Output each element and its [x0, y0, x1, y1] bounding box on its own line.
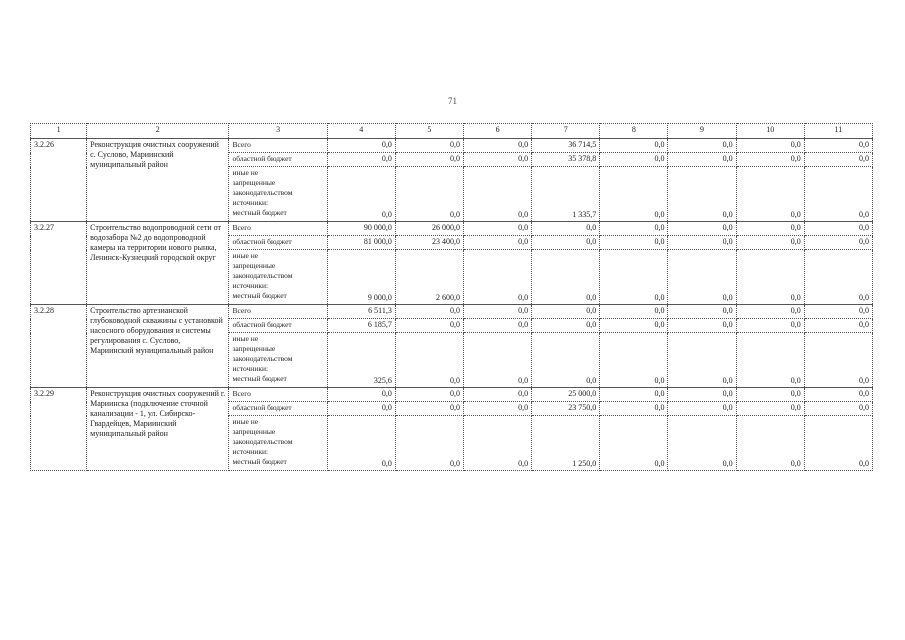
value-cell: 0,0 — [736, 416, 804, 471]
column-header: 10 — [736, 124, 804, 139]
value-cell: 0,0 — [600, 139, 668, 153]
value-cell: 0,0 — [600, 250, 668, 305]
funding-source-line: запрещенные — [232, 178, 276, 187]
value-cell: 0,0 — [395, 139, 463, 153]
column-header: 2 — [87, 124, 229, 139]
value-cell: 0,0 — [395, 333, 463, 388]
value-cell: 0,0 — [395, 388, 463, 402]
funding-source-line: иные не — [232, 334, 259, 343]
row-code: 3.2.29 — [31, 388, 87, 471]
value-cell: 0,0 — [804, 236, 872, 250]
value-cell: 0,0 — [463, 402, 531, 416]
value-cell: 0,0 — [804, 416, 872, 471]
value-cell: 0,0 — [736, 333, 804, 388]
value-cell: 36 714,5 — [532, 139, 600, 153]
funding-source-line: законодательством — [232, 188, 293, 197]
value-cell: 0,0 — [463, 236, 531, 250]
value-cell: 0,0 — [804, 250, 872, 305]
funding-source — [229, 333, 327, 388]
value-cell: 0,0 — [600, 333, 668, 388]
value-cell: 0,0 — [600, 305, 668, 319]
funding-source: Всего — [229, 139, 327, 153]
column-number-row — [31, 124, 873, 139]
value-cell: 23 400,0 — [395, 236, 463, 250]
value-cell: 0,0 — [463, 319, 531, 333]
funding-source: Всего — [229, 388, 327, 402]
value-cell: 26 000,0 — [395, 222, 463, 236]
value-cell: 0,0 — [600, 388, 668, 402]
funding-source-line: законодательством — [232, 271, 293, 280]
value-cell: 0,0 — [327, 139, 395, 153]
value-cell: 0,0 — [395, 416, 463, 471]
value-cell: 0,0 — [395, 167, 463, 222]
value-cell: 0,0 — [463, 416, 531, 471]
funding-source — [229, 167, 327, 222]
column-header: 9 — [668, 124, 736, 139]
funding-source: Всего — [229, 222, 327, 236]
funding-source: областной бюджет — [229, 402, 327, 416]
value-cell: 0,0 — [327, 167, 395, 222]
column-header: 8 — [600, 124, 668, 139]
value-cell: 25 000,0 — [532, 388, 600, 402]
funding-source: областной бюджет — [229, 319, 327, 333]
value-cell: 0,0 — [463, 222, 531, 236]
table-row — [31, 305, 873, 319]
value-cell: 2 600,0 — [395, 250, 463, 305]
value-cell: 35 378,8 — [532, 153, 600, 167]
funding-source-line: иные не — [232, 168, 259, 177]
value-cell: 0,0 — [668, 416, 736, 471]
value-cell: 0,0 — [668, 388, 736, 402]
value-cell: 0,0 — [395, 153, 463, 167]
funding-source-line: источники: — [232, 447, 269, 456]
funding-source: областной бюджет — [229, 236, 327, 250]
funding-source — [229, 250, 327, 305]
value-cell: 0,0 — [668, 167, 736, 222]
value-cell: 0,0 — [532, 236, 600, 250]
value-cell: 0,0 — [668, 402, 736, 416]
value-cell: 0,0 — [600, 416, 668, 471]
column-header: 7 — [532, 124, 600, 139]
value-cell: 0,0 — [668, 139, 736, 153]
row-name: Реконструкция очистных сооружений г. Мариинска (подключение сточной канализации - 1, ул. Сибирско-Гвардейцев, Мариинский муниципальный район — [87, 388, 229, 471]
value-cell: 0,0 — [463, 250, 531, 305]
value-cell: 0,0 — [736, 250, 804, 305]
value-cell: 0,0 — [600, 402, 668, 416]
value-cell: 23 750,0 — [532, 402, 600, 416]
value-cell: 0,0 — [463, 305, 531, 319]
table-row — [31, 222, 873, 236]
value-cell: 0,0 — [532, 305, 600, 319]
value-cell: 0,0 — [804, 153, 872, 167]
value-cell: 0,0 — [463, 153, 531, 167]
row-code: 3.2.26 — [31, 139, 87, 222]
value-cell: 0,0 — [804, 402, 872, 416]
value-cell: 0,0 — [463, 333, 531, 388]
value-cell: 0,0 — [736, 388, 804, 402]
row-code: 3.2.27 — [31, 222, 87, 305]
funding-source-line: запрещенные — [232, 261, 276, 270]
value-cell: 0,0 — [804, 222, 872, 236]
value-cell: 0,0 — [668, 319, 736, 333]
table-row — [31, 139, 873, 153]
value-cell: 0,0 — [668, 153, 736, 167]
value-cell: 0,0 — [600, 153, 668, 167]
column-header: 5 — [395, 124, 463, 139]
column-header: 11 — [804, 124, 872, 139]
value-cell: 0,0 — [736, 167, 804, 222]
value-cell: 0,0 — [327, 416, 395, 471]
value-cell: 0,0 — [600, 236, 668, 250]
value-cell: 0,0 — [804, 319, 872, 333]
value-cell: 90 000,0 — [327, 222, 395, 236]
funding-source-line: местный бюджет — [232, 291, 287, 300]
value-cell: 6 511,3 — [327, 305, 395, 319]
funding-source-line: местный бюджет — [232, 374, 287, 383]
value-cell: 0,0 — [463, 139, 531, 153]
funding-source-line: запрещенные — [232, 427, 276, 436]
funding-source: Всего — [229, 305, 327, 319]
value-cell: 0,0 — [600, 222, 668, 236]
value-cell: 0,0 — [804, 305, 872, 319]
value-cell: 0,0 — [668, 250, 736, 305]
value-cell: 0,0 — [736, 139, 804, 153]
funding-source-line: источники: — [232, 281, 269, 290]
value-cell: 0,0 — [804, 167, 872, 222]
value-cell: 9 000,0 — [327, 250, 395, 305]
value-cell: 0,0 — [463, 167, 531, 222]
value-cell: 81 000,0 — [327, 236, 395, 250]
value-cell: 0,0 — [668, 222, 736, 236]
value-cell: 0,0 — [736, 305, 804, 319]
value-cell: 0,0 — [532, 319, 600, 333]
funding-source-line: местный бюджет — [232, 208, 287, 217]
value-cell: 0,0 — [736, 236, 804, 250]
value-cell: 0,0 — [395, 319, 463, 333]
value-cell: 0,0 — [736, 222, 804, 236]
value-cell: 0,0 — [736, 402, 804, 416]
value-cell: 0,0 — [395, 305, 463, 319]
budget-table — [30, 123, 873, 471]
value-cell: 0,0 — [463, 388, 531, 402]
value-cell: 0,0 — [532, 333, 600, 388]
value-cell: 0,0 — [327, 153, 395, 167]
value-cell: 0,0 — [736, 153, 804, 167]
value-cell: 0,0 — [327, 388, 395, 402]
value-cell: 0,0 — [600, 167, 668, 222]
table-row — [31, 388, 873, 402]
value-cell: 0,0 — [668, 236, 736, 250]
value-cell: 0,0 — [395, 402, 463, 416]
funding-source: областной бюджет — [229, 153, 327, 167]
funding-source-line: запрещенные — [232, 344, 276, 353]
value-cell: 0,0 — [804, 388, 872, 402]
value-cell: 6 185,7 — [327, 319, 395, 333]
value-cell: 0,0 — [600, 319, 668, 333]
value-cell: 0,0 — [736, 319, 804, 333]
value-cell: 0,0 — [532, 222, 600, 236]
funding-source-line: иные не — [232, 251, 259, 260]
value-cell: 0,0 — [668, 333, 736, 388]
funding-source-line: источники: — [232, 364, 269, 373]
funding-source-line: местный бюджет — [232, 457, 287, 466]
funding-source-line: иные не — [232, 417, 259, 426]
column-header: 3 — [229, 124, 327, 139]
funding-source — [229, 416, 327, 471]
row-code: 3.2.28 — [31, 305, 87, 388]
value-cell: 0,0 — [804, 333, 872, 388]
page-number: 71 — [448, 96, 457, 106]
column-header: 1 — [31, 124, 87, 139]
value-cell: 0,0 — [327, 402, 395, 416]
funding-source-line: законодательством — [232, 437, 293, 446]
value-cell: 0,0 — [532, 250, 600, 305]
value-cell: 1 250,0 — [532, 416, 600, 471]
value-cell: 0,0 — [804, 139, 872, 153]
value-cell: 1 335,7 — [532, 167, 600, 222]
value-cell: 325,6 — [327, 333, 395, 388]
column-header: 4 — [327, 124, 395, 139]
row-name: Строительство водопроводной сети от водозабора №2 до водопроводной камеры на территории нового рынка, Ленинск-Кузнецкий городской округ — [87, 222, 229, 305]
funding-source-line: законодательством — [232, 354, 293, 363]
column-header: 6 — [463, 124, 531, 139]
funding-source-line: источники: — [232, 198, 269, 207]
row-name: Строительство артезианской глубоководной скважины с установкой насосного оборудования и системы регулирования с. Суслово, Мариинский муниципальный район — [87, 305, 229, 388]
value-cell: 0,0 — [668, 305, 736, 319]
row-name: Реконструкция очистных сооружений с. Суслово, Мариинский муниципальный район — [87, 139, 229, 222]
